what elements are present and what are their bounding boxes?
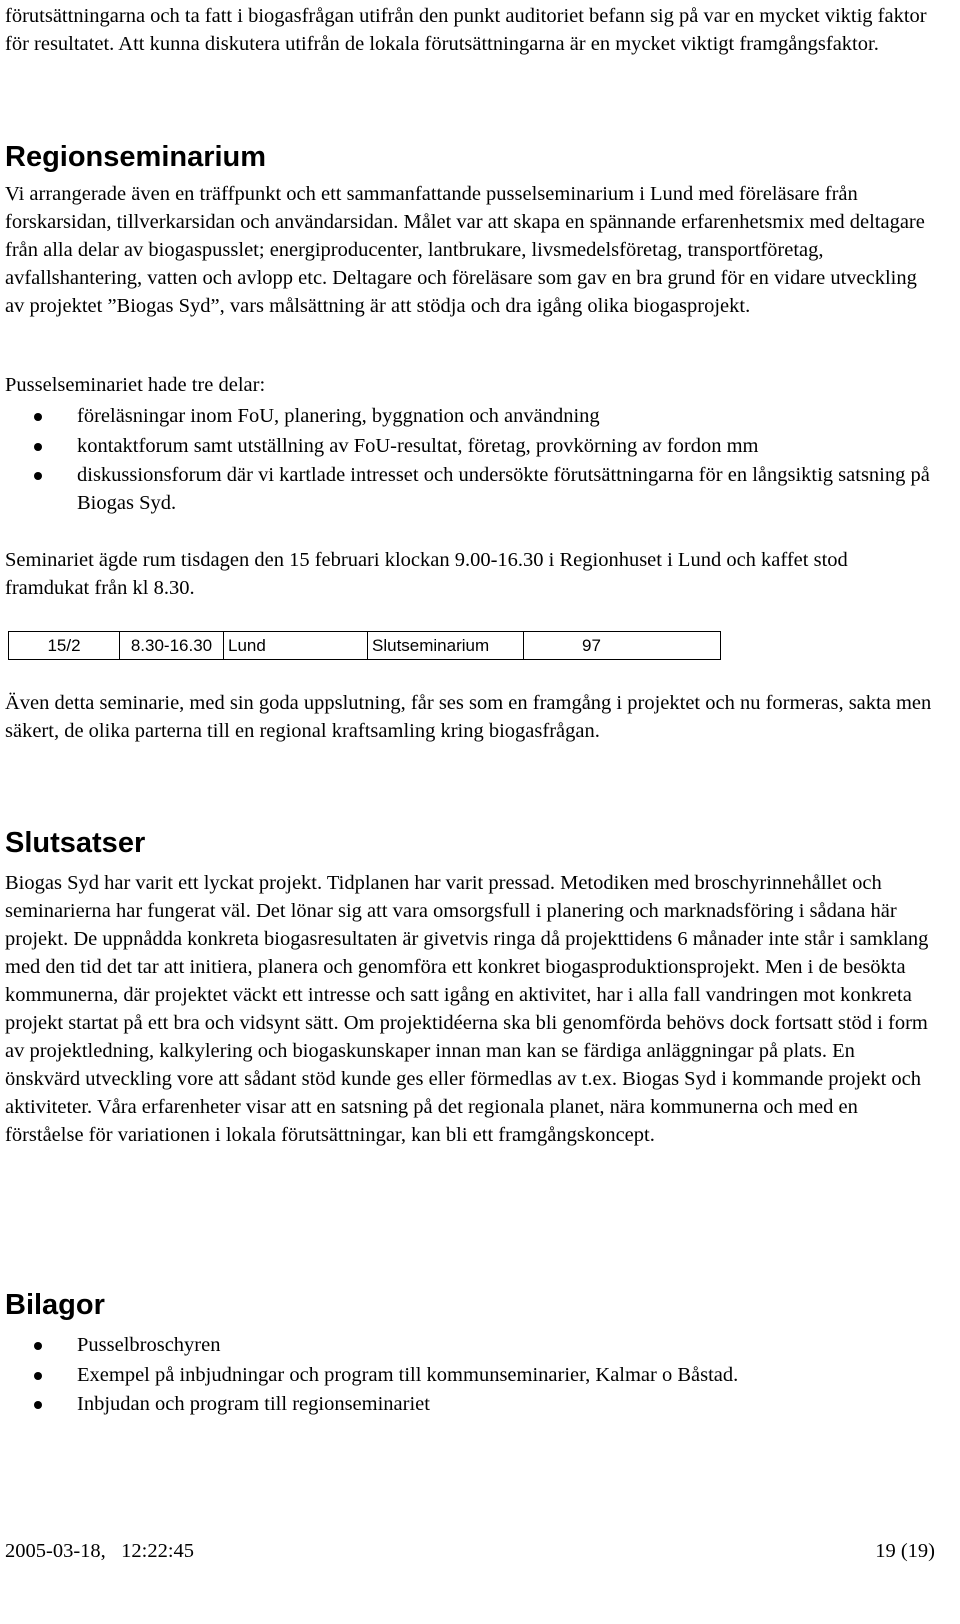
footer-page-number: 19 (19)	[875, 1540, 935, 1562]
list-item: kontaktforum samt utställning av FoU-resultat, företag, provkörning av fordon mm	[5, 432, 935, 460]
bilagor-list	[5, 1331, 935, 1420]
pusselseminariet-intro: Pusselseminariet hade tre delar:	[5, 374, 266, 396]
bullet-icon	[34, 413, 42, 421]
section-heading-bilagor: Bilagor	[5, 1289, 105, 1321]
bullet-icon	[34, 1372, 42, 1380]
table-cell-event: Slutseminarium	[368, 632, 524, 660]
bullet-icon	[34, 1342, 42, 1350]
table-cell-time: 8.30-16.30	[120, 632, 224, 660]
bullet-icon	[34, 472, 42, 480]
section-heading-regionseminarium: Regionseminarium	[5, 141, 267, 173]
aven-paragraph: Även detta seminarie, med sin goda uppslutning, får ses som en framgång i projektet och nu formeras, sakta men säkert, de olika parterna till en regional kraftsamling kring biogasfrågan.	[5, 692, 932, 742]
table-cell-date: 15/2	[9, 632, 120, 660]
list-item: diskussionsforum där vi kartlade intresset och undersökte förutsättningarna för en långsiktig satsning på Biogas Syd.	[5, 461, 935, 517]
bullet-icon	[34, 1401, 42, 1409]
pusselseminariet-list	[5, 402, 935, 519]
regionseminarium-paragraph: Vi arrangerade även en träffpunkt och ett sammanfattande pusselseminarium i Lund med föreläsare från forskarsidan, tillverkarsidan och användarsidan. Målet var att skapa en spännande erfarenhetsmix med deltagare från alla delar av biogaspusslet; energiproducenter, lantbrukare, livsmedelsföretag, transportföretag, avfallshantering, vatten och avlopp etc. Deltagare och föreläsare som gav en bra grund för en vidare utveckling av projektet ”Biogas Syd”, vars målsättning är att stödja och dra igång olika biogasprojekt.	[5, 183, 925, 317]
list-item: Exempel på inbjudningar och program till kommunseminarier, Kalmar o Båstad.	[5, 1361, 935, 1389]
intro-paragraph: förutsättningarna och ta fatt i biogasfrågan utifrån den punkt auditoriet befann sig på var en mycket viktig faktor för resultatet. Att kunna diskutera utifrån de lokala förutsättningarna är en mycket viktigt framgångsfaktor.	[5, 5, 927, 55]
list-item: Pusselbroschyren	[5, 1331, 935, 1359]
seminar-table	[8, 631, 721, 660]
table-row	[9, 632, 721, 660]
bullet-icon	[34, 443, 42, 451]
list-item: Inbjudan och program till regionseminariet	[5, 1390, 935, 1418]
footer-date: 2005-03-18, 12:22:45	[5, 1540, 195, 1562]
list-item: föreläsningar inom FoU, planering, byggnation och användning	[5, 402, 935, 430]
table-cell-place: Lund	[224, 632, 368, 660]
table-cell-count: 97	[524, 632, 721, 660]
section-heading-slutsatser: Slutsatser	[5, 827, 146, 859]
seminar-info-paragraph: Seminariet ägde rum tisdagen den 15 februari klockan 9.00-16.30 i Regionhuset i Lund och kaffet stod framdukat från kl 8.30.	[5, 549, 848, 599]
slutsatser-paragraph: Biogas Syd har varit ett lyckat projekt. Tidplanen har varit pressad. Metodiken med broschyrinnehållet och seminarierna har fungerat väl. Det lönar sig att vara omsorgsfull i planering och marknadsföring i sådana här projekt. De uppnådda konkreta biogasresultaten är givetvis ringa då projekttidens 6 månader inte står i samklang med den tid det tar att initiera, planera och genomföra ett konkret biogasproduktionsprojekt. Men i de besökta kommunerna, där projektet väckt ett intresse och satt igång en aktivitet, har i alla fall vandringen mot konkreta projekt startat på ett bra och vidsynt sätt. Om projektidéerna ska bli genomförda behövs dock fortsatt stöd i form av projektledning, kalkylering och biogaskunskaper innan man kan se färdiga anläggningar på plats. En önskvärd utveckling vore att sådant stöd kunde ges eller förmedlas av t.ex. Biogas Syd i kommande projekt och aktiviteter. Våra erfarenheter visar att en satsning på det regionala planet, nära kommunerna och med en förståelse för variationen i lokala förutsättningar, kan bli ett framgångskoncept.	[5, 872, 929, 1146]
